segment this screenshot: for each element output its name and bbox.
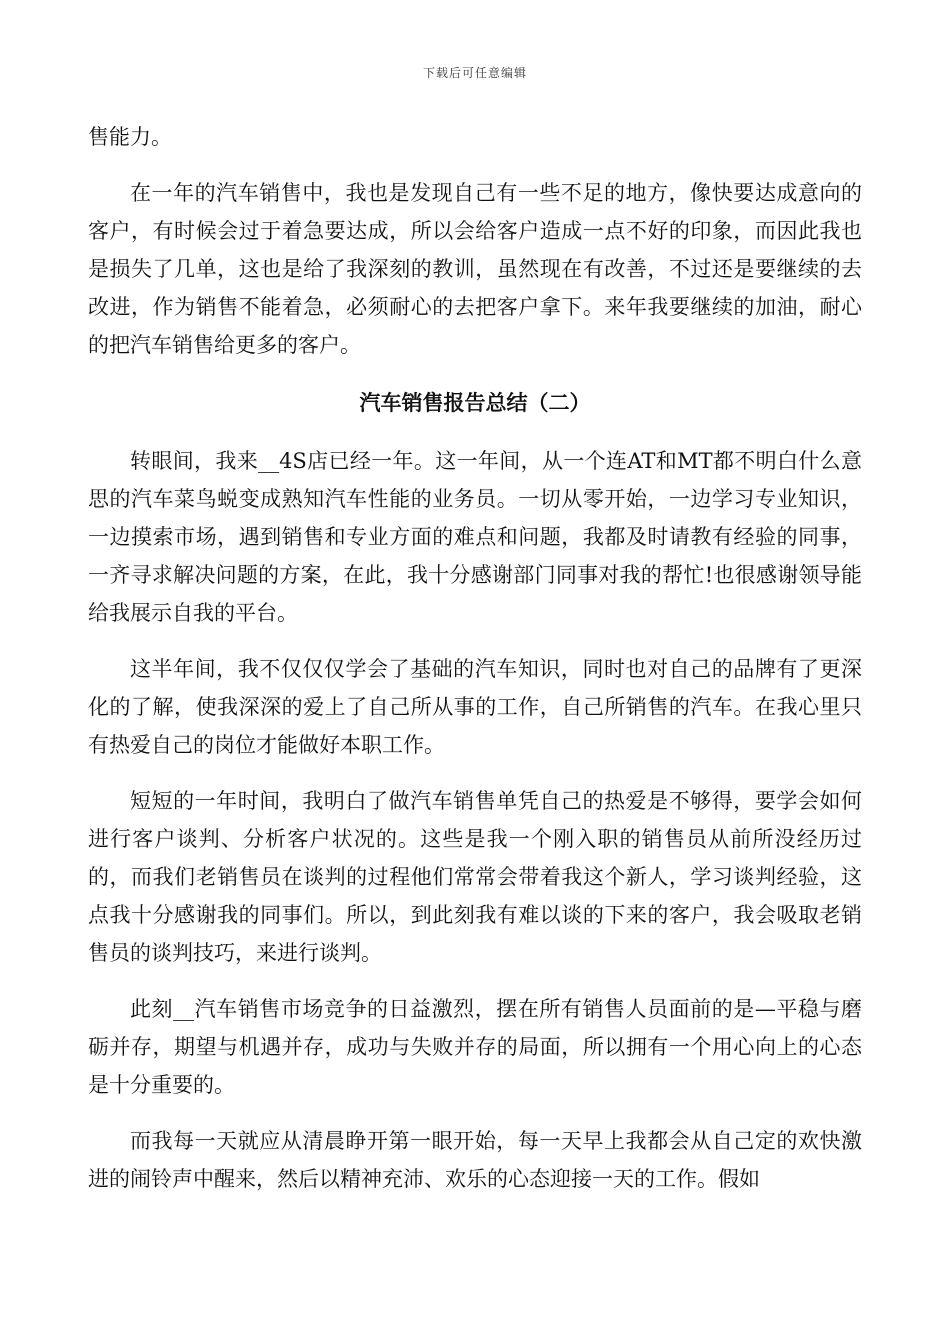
paragraph: 在一年的汽车销售中，我也是发现自己有一些不足的地方，像快要达成意向的客户，有时候会过于着急要达成，所以会给客户造成一点不好的印象，而因此我也是损失了几单，这也是给了我深刻的教训，虽然现在有改善，不过还是要继续的去改进，作为销售不能着急，必须耐心的去把客户拿下。来年我要继续的加油，耐心的把汽车销售给更多的客户。: [88, 181, 862, 357]
paragraph: 转眼间，我来__4S店已经一年。这一年间，从一个连AT和MT都不明白什么意思的汽车菜鸟蜕变成熟知汽车性能的业务员。一切从零开始，一边学习专业知识，一边摸索市场，遇到销售和专业方面的难点和问题，我都及时请教有经验的同事，一齐寻求解决问题的方案，在此，我十分感谢部门同事对我的帮忙!也很感谢领导能给我展示自我的平台。: [88, 449, 862, 625]
section-title: 汽车销售报告总结（二）: [359, 390, 591, 415]
document-body: [88, 118, 862, 1216]
paragraph-continuation: 售能力。: [88, 125, 172, 149]
paragraph: 此刻__汽车销售市场竞争的日益激烈，摆在所有销售人员面前的是—平稳与磨砺并存，期望与机遇并存，成功与失败并存的局面，所以拥有一个用心向上的心态是十分重要的。: [88, 997, 862, 1097]
page-header: 下载后可任意编辑: [422, 66, 527, 80]
paragraph: 这半年间，我不仅仅仅学会了基础的汽车知识，同时也对自己的品牌有了更深化的了解，使我深深的爱上了自己所从事的工作，自己所销售的汽车。在我心里只有热爱自己的岗位才能做好本职工作。: [88, 657, 862, 757]
paragraph: 短短的一年时间，我明白了做汽车销售单凭自己的热爱是不够得，要学会如何进行客户谈判、分析客户状况的。这些是我一个刚入职的销售员从前所没经历过的，而我们老销售员在谈判的过程他们常常会带着我这个新人，学习谈判经验，这点我十分感谢我的同事们。所以，到此刻我有难以谈的下来的客户，我会吸取老销售员的谈判技巧，来进行谈判。: [88, 789, 862, 965]
paragraph: 而我每一天就应从清晨睁开第一眼开始，每一天早上我都会从自己定的欢快激进的闹铃声中醒来，然后以精神充沛、欢乐的心态迎接一天的工作。假如: [88, 1129, 862, 1191]
